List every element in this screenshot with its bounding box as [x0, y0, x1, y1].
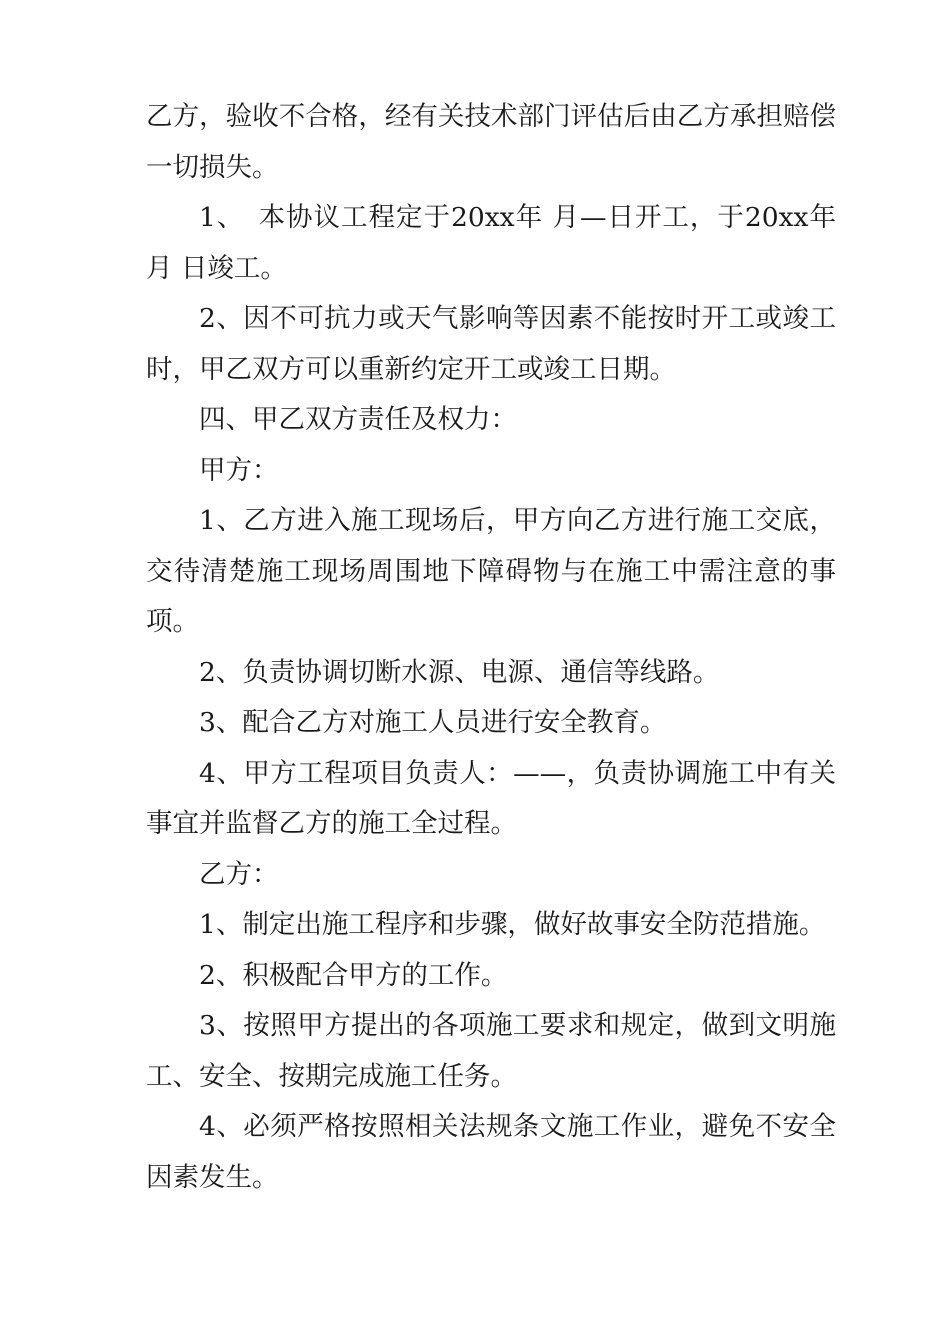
party-a-heading: 甲方： [199, 454, 279, 486]
party-b-heading: 乙方： [199, 858, 279, 890]
party-b-item-4: 4、必须严格按照相关法规条文施工作业，避免不安全因素发生。 [146, 1111, 836, 1193]
section-heading-responsibilities: 四、甲乙双方责任及权力： [199, 404, 517, 435]
party-a-item-1: 1、乙方进入施工现场后，甲方向乙方进行施工交底，交待清楚施工现场周围地下障碍物与在施工中需注意的事项。 [146, 505, 836, 637]
party-a-item-2: 2、负责协调切断水源、电源、通信等线路。 [199, 656, 720, 688]
party-b-item-1: 1、制定出施工程序和步骤，做好故事安全防范措施。 [199, 909, 826, 940]
party-b-item-3: 3、按照甲方提出的各项施工要求和规定，做到文明施工、安全、按期完成施工任务。 [146, 1010, 836, 1092]
party-a-item-3: 3、配合乙方对施工人员进行安全教育。 [199, 707, 667, 738]
document-body [146, 92, 836, 1203]
paragraph-force-majeure: 2、因不可抗力或天气影响等因素不能按时开工或竣工时，甲乙双方可以重新约定开工或竣工日期。 [146, 303, 836, 385]
party-b-item-2: 2、积极配合甲方的工作。 [199, 959, 508, 991]
paragraph-schedule-start: 1、 本协议工程定于20xx年 月—日开工，于20xx年月 日竣工。 [146, 202, 836, 284]
paragraph-continuation: 乙方，验收不合格，经有关技术部门评估后由乙方承担赔偿一切损失。 [146, 101, 836, 183]
party-a-item-4: 4、甲方工程项目负责人：——，负责协调施工中有关事宜并监督乙方的施工全过程。 [146, 757, 836, 839]
